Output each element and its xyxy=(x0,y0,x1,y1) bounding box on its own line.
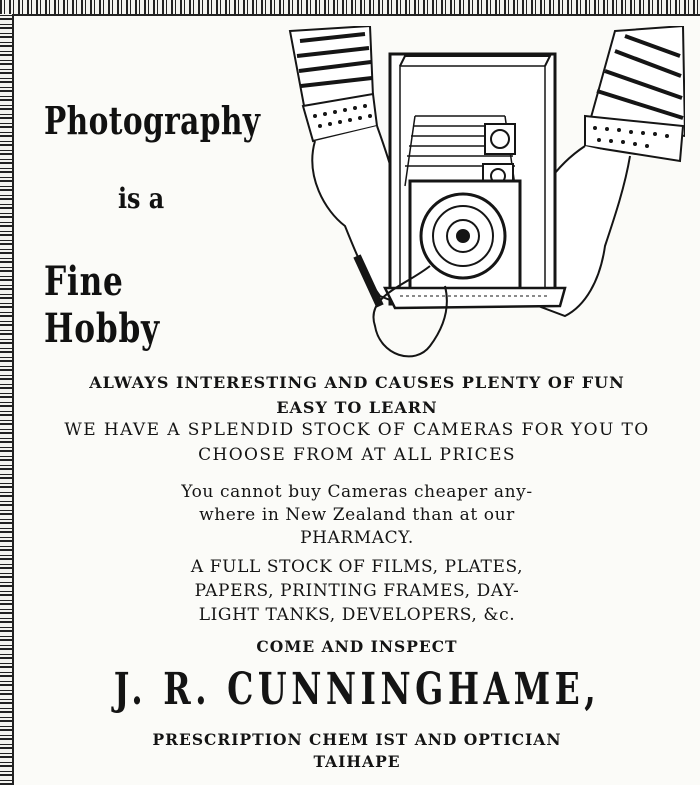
camera-bed xyxy=(385,288,565,308)
call-to-action: COME AND INSPECT xyxy=(256,637,458,656)
headline-fine-hobby: Fine Hobby xyxy=(44,258,160,352)
paragraph-cheaper-2: where in New Zealand than at our xyxy=(199,505,515,525)
location: TAIHAPE xyxy=(313,752,401,771)
headline-photography: Photography xyxy=(44,98,261,143)
decorative-border-top xyxy=(0,0,700,16)
tagline-always-interesting: ALWAYS INTERESTING AND CAUSES PLENTY OF FUN xyxy=(89,373,625,392)
decorative-border-left xyxy=(0,14,14,785)
paragraph-cheaper-3: PHARMACY. xyxy=(300,528,414,548)
paragraph-cheaper-1: You cannot buy Cameras cheaper any- xyxy=(181,482,533,502)
headline-is-a: is a xyxy=(118,182,165,215)
tagline-choose-from: CHOOSE FROM AT ALL PRICES xyxy=(198,445,516,465)
profession: PRESCRIPTION CHEM IST AND OPTICIAN xyxy=(152,730,562,749)
tagline-easy-to-learn: EASY TO LEARN xyxy=(276,398,438,417)
camera-illustration xyxy=(285,26,685,371)
paragraph-stock-1: A FULL STOCK OF FILMS, PLATES, xyxy=(190,557,524,577)
tagline-splendid-stock: WE HAVE A SPLENDID STOCK OF CAMERAS FOR YOU TO xyxy=(64,420,650,440)
business-name: J. R. CUNNINGHAME, xyxy=(113,664,601,715)
paragraph-stock-3: LIGHT TANKS, DEVELOPERS, &c. xyxy=(198,605,516,625)
paragraph-stock-2: PAPERS, PRINTING FRAMES, DAY- xyxy=(194,581,520,601)
